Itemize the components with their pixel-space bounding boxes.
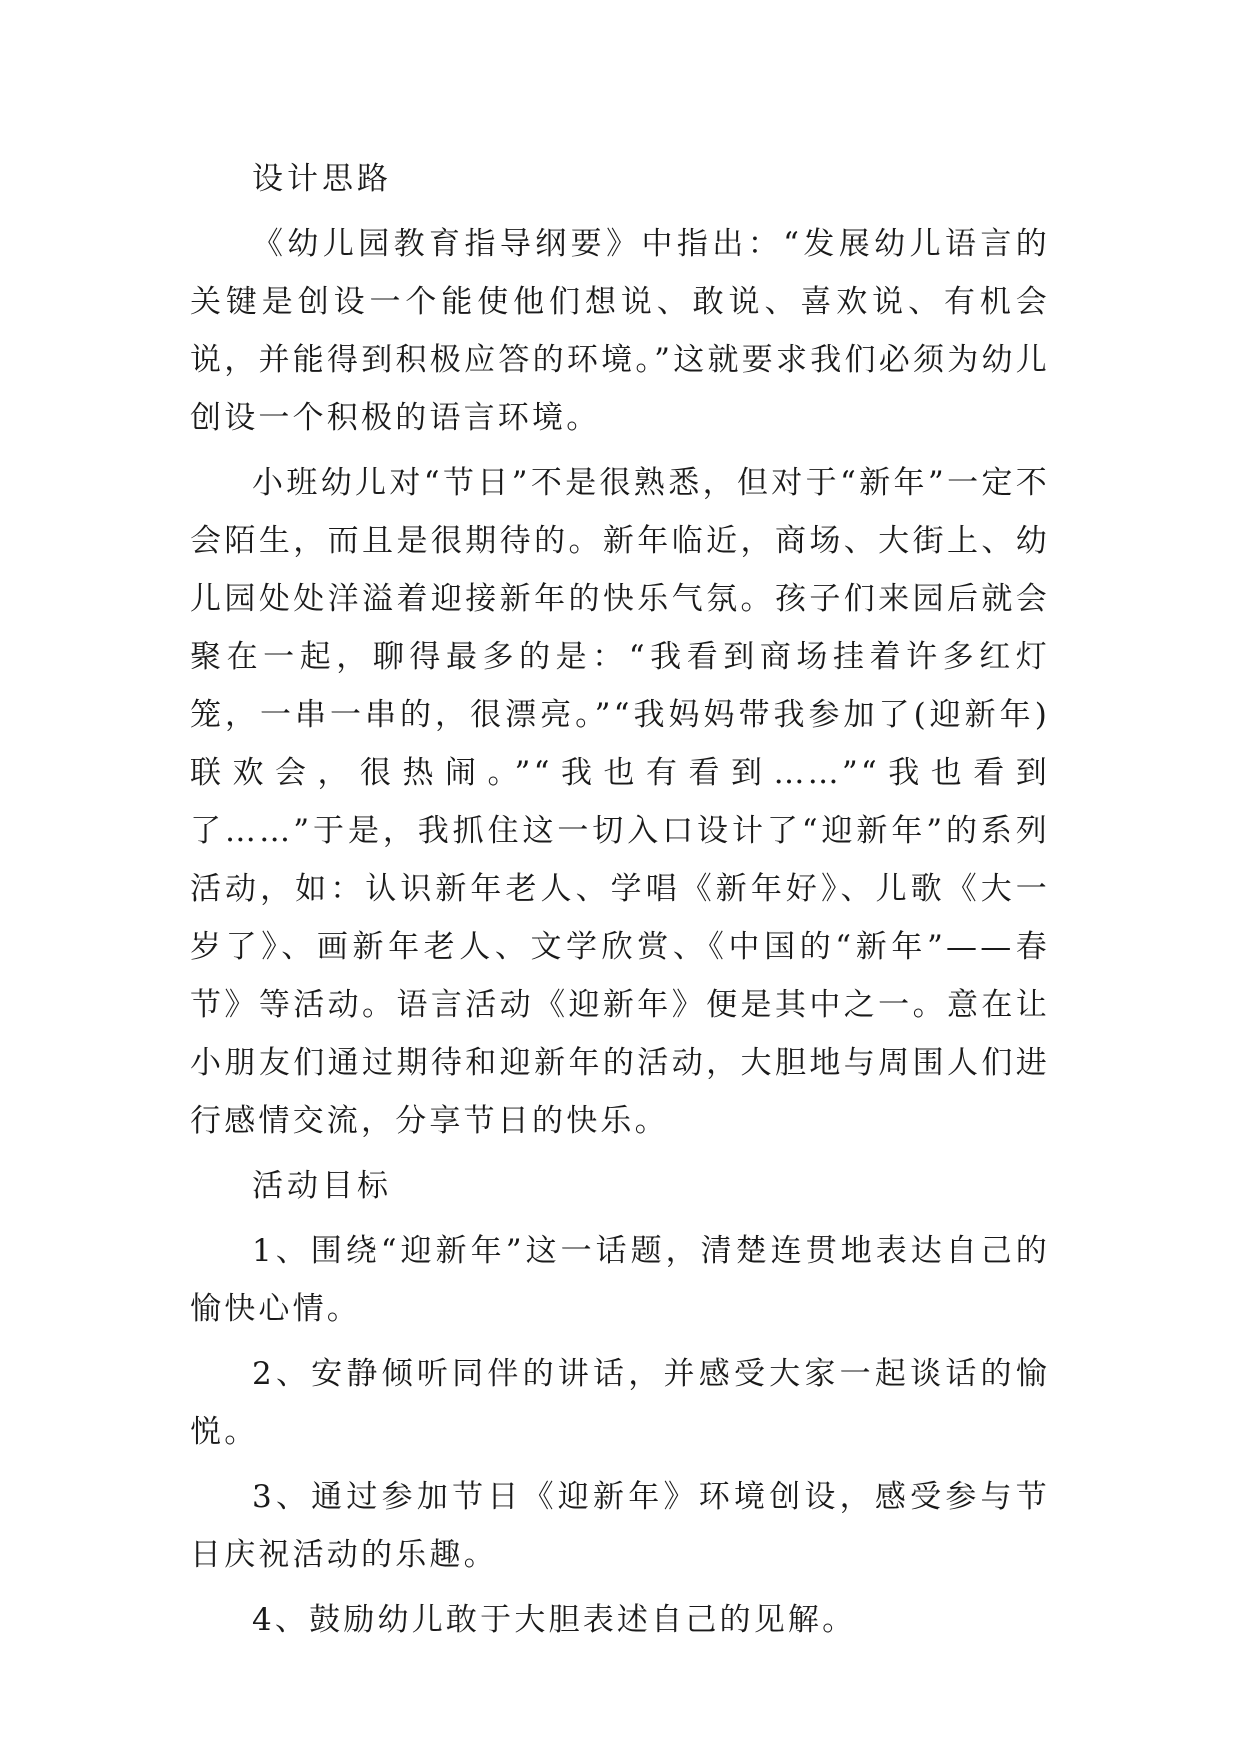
document-page — [190, 150, 1050, 1656]
section-heading-activity-goals: 活动目标 — [252, 1168, 392, 1204]
paragraph-new-year-background: 小班幼儿对“节日”不是很熟悉，但对于“新年”一定不会陌生，而且是很期待的。新年临近，商场、大街上、幼儿园处处洋溢着迎接新年的快乐气氛。孩子们来园后就会聚在一起，聊得最多的是：“我看到商场挂着许多红灯笼，一串一串的，很漂亮。”“我妈妈带我参加了(迎新年)联欢会，很热闹。”“我也有看到……”“我也看到了……”于是，我抓住这一切入口设计了“迎新年”的系列活动，如：认识新年老人、学唱《新年好》、儿歌《大一岁了》、画新年老人、文学欣赏、《中国的“新年”——春节》等活动。语言活动《迎新年》便是其中之一。意在让小朋友们通过期待和迎新年的活动，大胆地与周围人们进行感情交流，分享节日的快乐。 — [190, 465, 1050, 1139]
section-heading-design-idea: 设计思路 — [252, 161, 392, 197]
paragraph-guideline-quote: 《幼儿园教育指导纲要》中指出：“发展幼儿语言的关键是创设一个能使他们想说、敢说、喜欢说、有机会说，并能得到积极应答的环境。”这就要求我们必须为幼儿创设一个积极的语言环境。 — [190, 226, 1050, 436]
goal-item-2: 2、安静倾听同伴的讲话，并感受大家一起谈话的愉悦。 — [190, 1356, 1050, 1450]
goal-item-3: 3、通过参加节日《迎新年》环境创设，感受参与节日庆祝活动的乐趣。 — [190, 1479, 1050, 1573]
goal-item-4: 4、鼓励幼儿敢于大胆表述自己的见解。 — [252, 1602, 857, 1638]
goal-item-1: 1、围绕“迎新年”这一话题，清楚连贯地表达自己的愉快心情。 — [190, 1233, 1050, 1327]
